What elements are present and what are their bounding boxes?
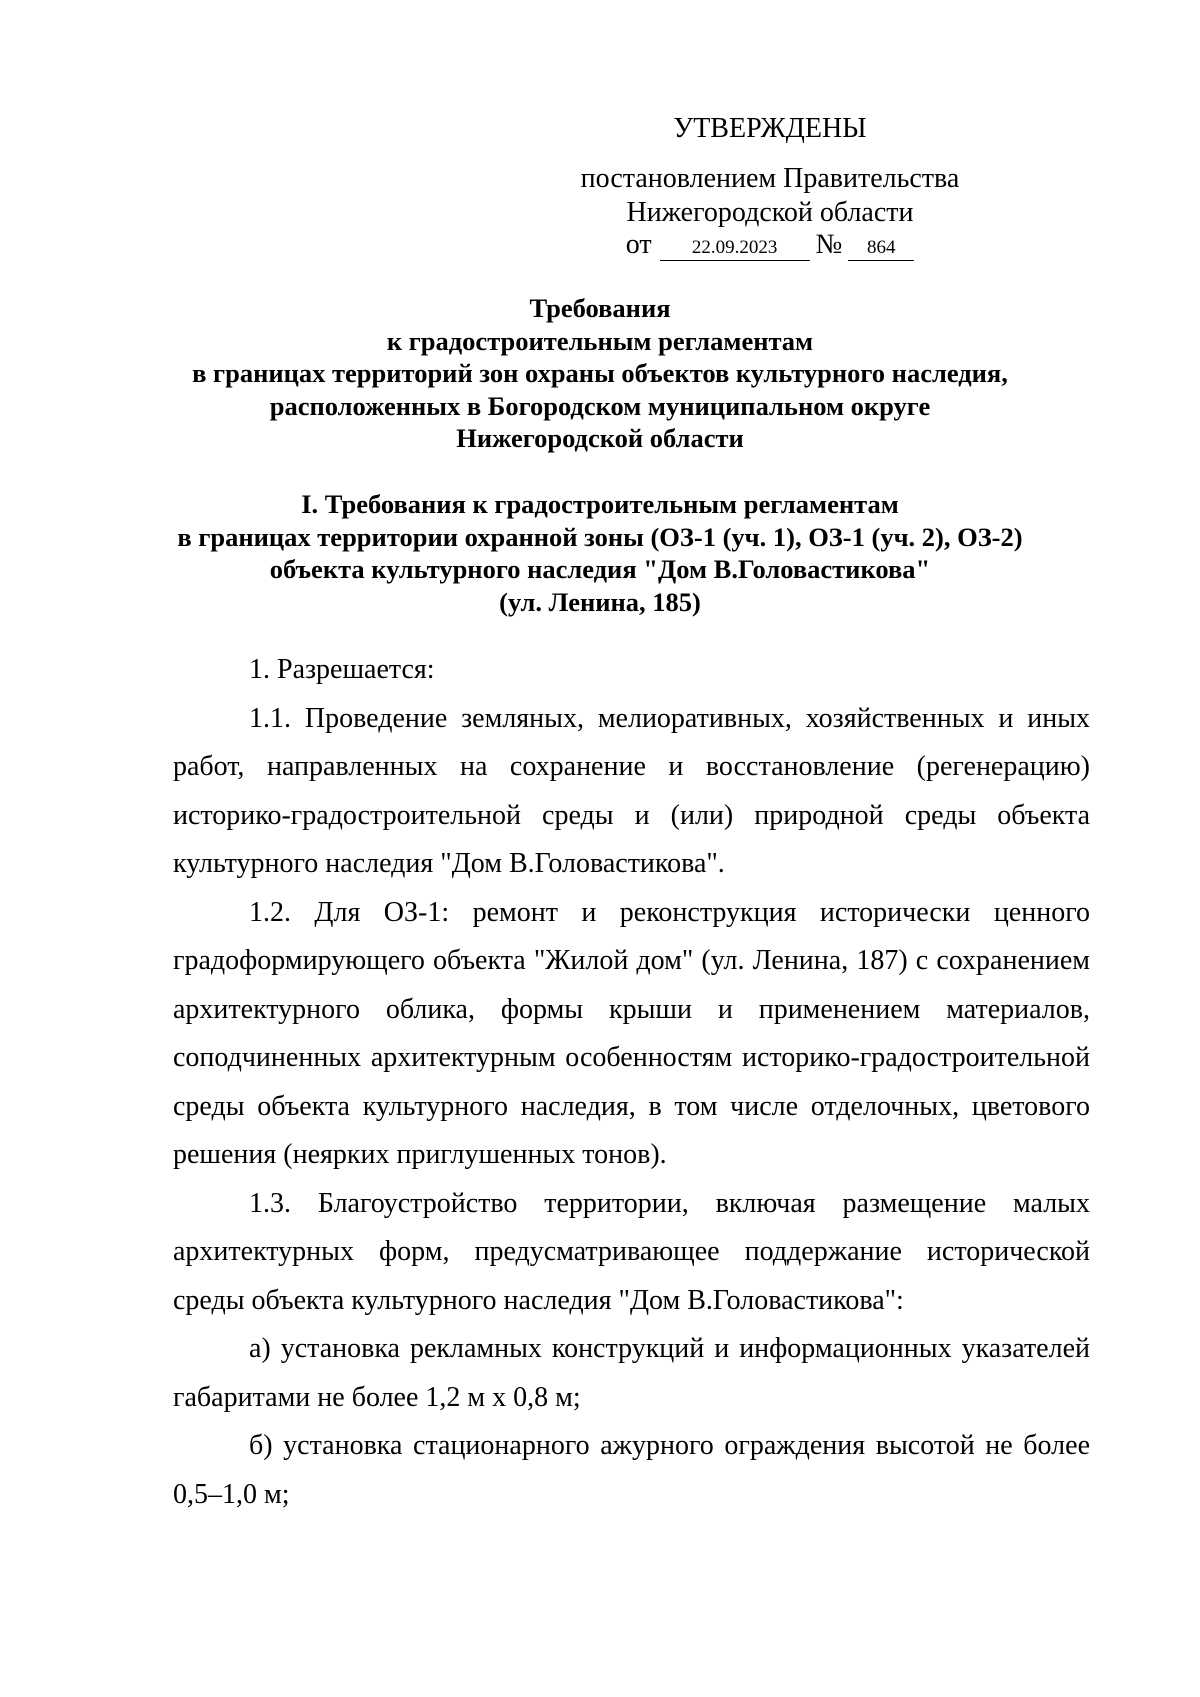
section-title [150, 488, 1050, 618]
paragraph: а) установка рекламных конструкций и информационных указателей габаритами не более 1,2 м х 0,8 м; [173, 1333, 1090, 1413]
approval-authority [520, 162, 1020, 230]
approval-date: 22.09.2023 [660, 236, 810, 261]
paragraph: 1.3. Благоустройство территории, включая размещение малых архитектурных форм, предусматривающее поддержание исторической среды объекта культурного наследия "Дом В.Головастикова": [173, 1187, 1090, 1316]
document-title-line: расположенных в Богородском муниципальном округе [269, 390, 931, 421]
section-title-line: (ул. Ленина, 185) [499, 586, 701, 617]
paragraph: 1.1. Проведение земляных, мелиоративных, хозяйственных и иных работ, направленных на сохранение и восстановление (регенерацию) историко-градостроительной среды и (или) природной среды объекта культурного наследия "Дом В.Головастикова". [173, 702, 1090, 879]
approval-number: 864 [848, 236, 914, 261]
approval-stamp-title: УТВЕРЖДЕНЫ [673, 113, 867, 144]
approval-date-line [520, 228, 1020, 262]
approval-authority-line: Нижегородской области [626, 197, 914, 228]
document-title-line: Требования [529, 293, 671, 323]
section-title-line: объекта культурного наследия "Дом В.Головастикова" [269, 554, 931, 584]
paragraph: 1. Разрешается: [249, 654, 435, 685]
section-title-line: в границах территории охранной зоны (ОЗ-1 (уч. 1), ОЗ-1 (уч. 2), ОЗ-2) [177, 521, 1023, 552]
paragraph: б) установка стационарного ажурного ограждения высотой не более 0,5–1,0 м; [173, 1430, 1090, 1510]
document-title-line: в границах территорий зон охраны объектов культурного наследия, [192, 358, 1008, 388]
document-title [150, 292, 1050, 455]
document-title-line: к градостроительным регламентам [386, 325, 814, 356]
section-title-line: I. Требования к градостроительным регламентам [301, 489, 899, 519]
paragraph: 1.2. Для ОЗ-1: ремонт и реконструкция исторически ценного градоформирующего объекта "Жилой дом" (ул. Ленина, 187) с сохранением архитектурного облика, формы крыши и применением материалов, соподчиненных архитектурным особенностям историко-градостроительной среды объекта культурного наследия, в том числе отделочных, цветового решения (неярких приглушенных тонов). [173, 896, 1090, 1170]
approval-authority-line: постановлением Правительства [580, 163, 960, 194]
date-prefix: от [625, 229, 652, 260]
number-prefix: № [815, 229, 843, 260]
document-title-line: Нижегородской области [456, 423, 744, 453]
document-body [173, 646, 1090, 1519]
